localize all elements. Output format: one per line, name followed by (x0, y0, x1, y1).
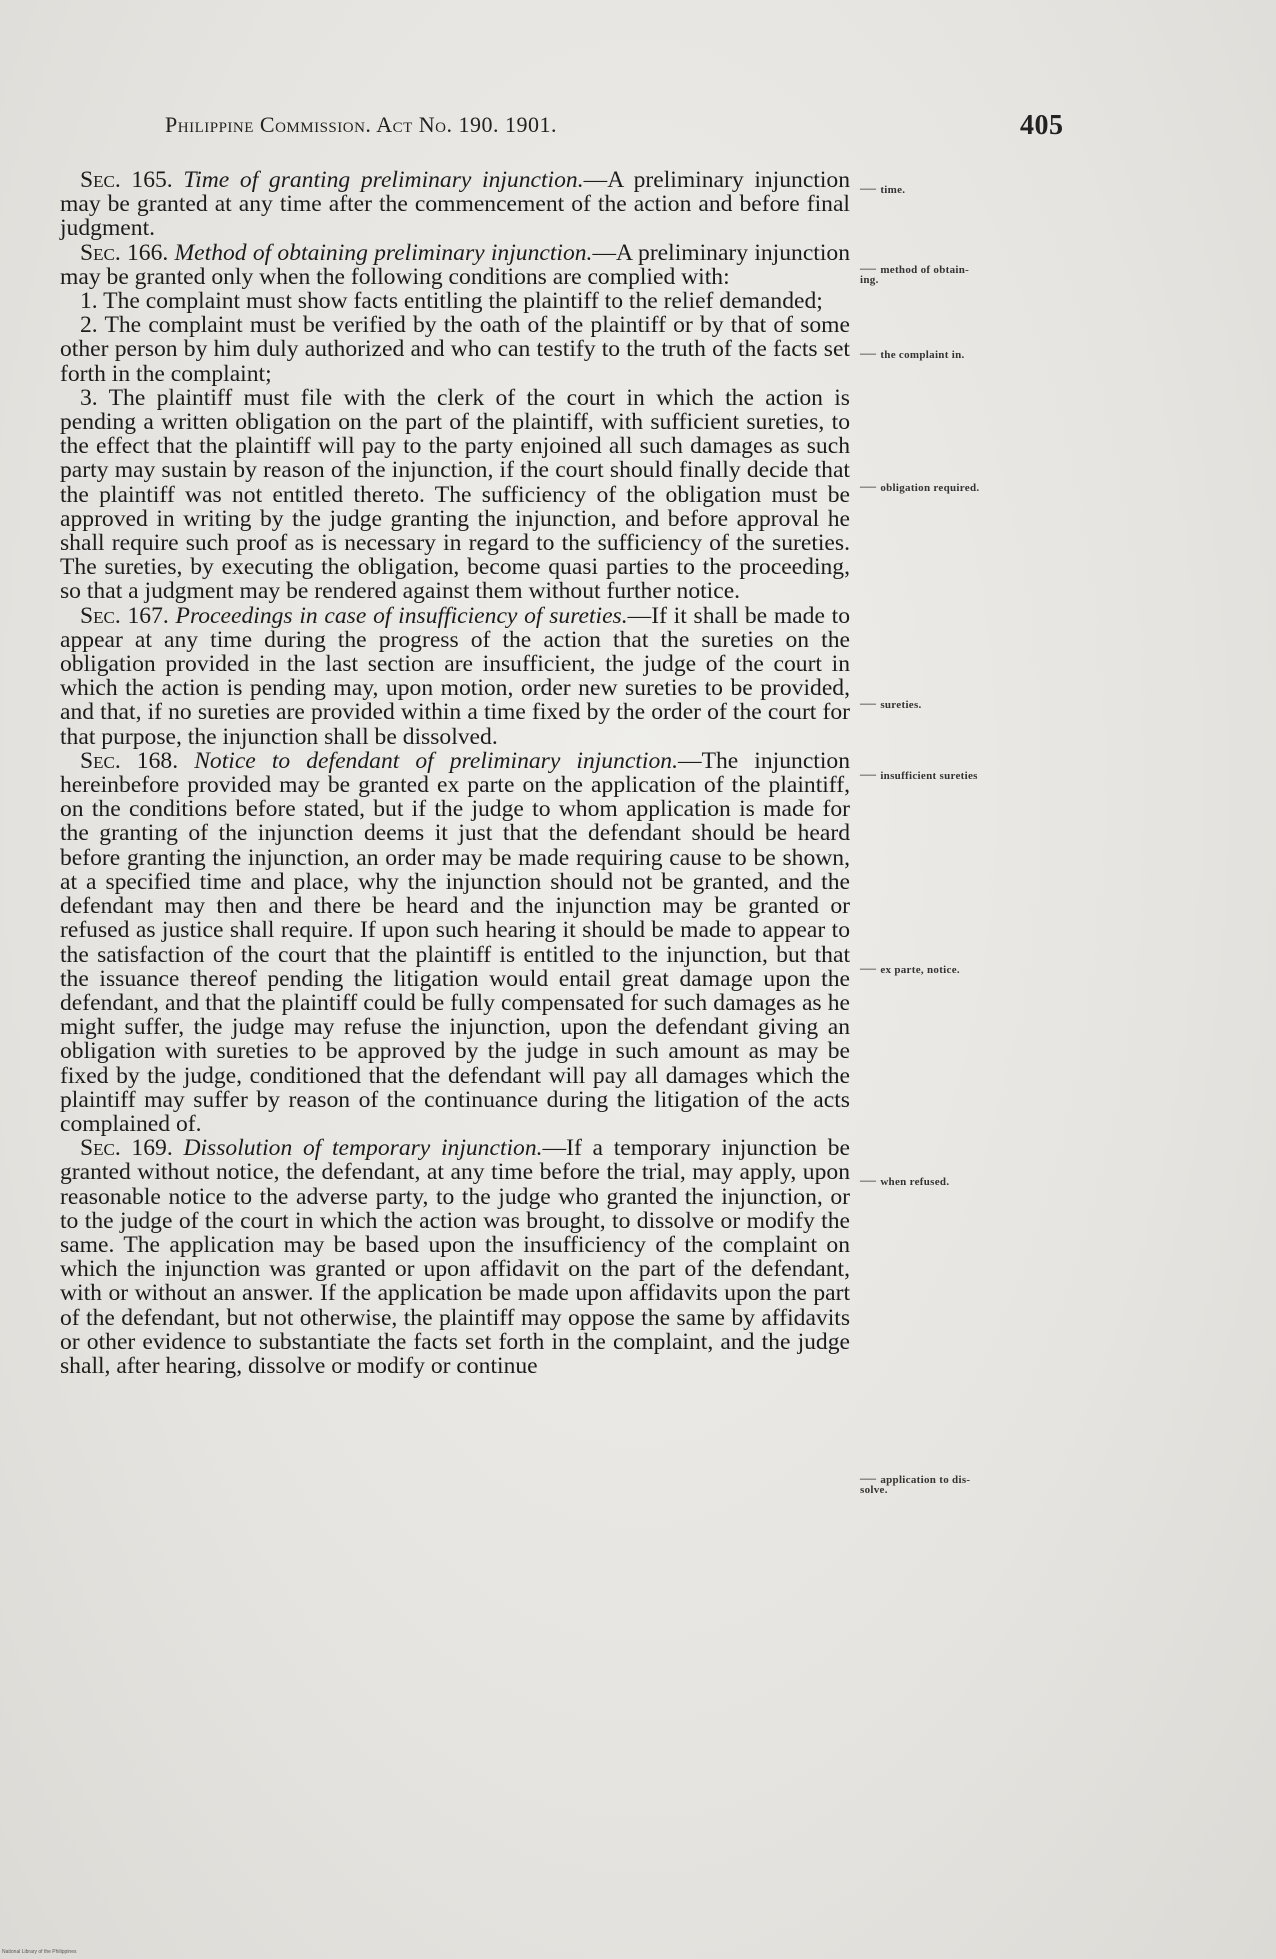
margin-note: — when refused. (860, 1172, 950, 1189)
section-body: —If it shall be made to appear at any time during the progress of the action that the sureties on the obligation provided in the last section are insufficient, the judge of the court in which the action is pending may, upon motion, order new sureties to be provided, and that, if no sureties are provided within a time fixed by the order of the court for that purpose, the injunction shall be dissolved. (60, 602, 851, 750)
margin-note: — time. (860, 180, 906, 197)
body-text (60, 168, 850, 1378)
section-lead: Sec. 169. (80, 1135, 173, 1162)
condition-3 (60, 386, 850, 604)
page-number: 405 (1020, 110, 1064, 141)
section-167 (60, 604, 850, 749)
section-title: Proceedings in case of insufficiency of sureties. (175, 602, 628, 629)
margin-note: — ex parte, notice. (860, 960, 960, 977)
section-body: 3. The plaintiff must file with the clerk of the court in which the action is pending a written obligation on the part of the plaintiff, with sufficient sureties, to the effect that the plaintiff will pay to the party enjoined all such damages as such party may sustain by reason of the injunction, if the court should finally decide that the plaintiff was not entitled thereto. The sufficiency of the obligation must be approved in writing by the judge granting the injunction, and before approval he shall require such proof as is necessary in regard to the sufficiency of the sureties. The sureties, by executing the obligation, become quasi parties to the proceeding, so that a judgment may be rendered against them without further notice. (60, 384, 850, 605)
margin-note: — obligation required. (860, 478, 980, 495)
margin-note: — method of obtain- ing. (860, 260, 970, 286)
section-body: —A preliminary injunction may be granted only when the following conditions are complied with: (60, 239, 850, 290)
section-lead: Sec. 165. (80, 167, 173, 193)
section-lead: Sec. 168. (80, 747, 179, 774)
section-169 (60, 1136, 850, 1378)
section-title: Notice to defendant of preliminary injunction. (194, 747, 678, 774)
section-168 (60, 749, 850, 1136)
section-title: Dissolution of temporary injunction. (183, 1135, 543, 1162)
condition-1 (60, 289, 850, 313)
section-body: 1. The complaint must show facts entitling the plaintiff to the relief demanded; (80, 288, 823, 315)
scan-footer: National Library of the Philippines (2, 1949, 77, 1955)
section-body: —A preliminary injunction may be granted at any time after the commencement of the action and before final judgment. (60, 167, 850, 242)
section-body: 2. The complaint must be verified by the oath of the plaintiff or by that of some other person by him duly authorized and who can testify to the truth of the facts set forth in the complaint; (60, 312, 850, 387)
margin-note: — the complaint in. (860, 345, 965, 362)
section-lead: Sec. 166. (80, 239, 169, 266)
section-lead: Sec. 167. (80, 602, 169, 629)
margin-note: — insufficient sureties (860, 766, 978, 783)
section-165 (60, 168, 850, 241)
section-title: Time of granting preliminary injunction. (183, 167, 584, 193)
section-title: Method of obtaining preliminary injunction. (174, 239, 593, 266)
section-166 (60, 241, 850, 289)
running-title: Philippine Commission. Act No. 190. 1901. (165, 112, 557, 137)
section-body: —The injunction hereinbefore provided may be granted ex parte on the application of the plaintiff, on the conditions before stated, but if the judge to whom application is made for the granting of the injunction deems it just that the defendant should be heard before granting the injunction, an order may be made requiring cause to be shown, at a specified time and place, why the injunction should not be granted, and the defendant may then and there be heard and the injunction may be granted or refused as justice shall require. If upon such hearing it should be made to appear to the satisfaction of the court that the plaintiff is entitled to the injunction, but that the issuance thereof pending the litigation would entail great damage upon the defendant, and that the plaintiff could be fully compensated for such damages as he might suffer, the judge may refuse the injunction, upon the defendant giving an obligation with sureties to be approved by the judge in such amount as may be fixed by the judge, conditioned that the defendant will pay all damages which the plaintiff may suffer by reason of the continuance during the litigation of the acts complained of. (60, 747, 850, 1137)
section-body: —If a temporary injunction be granted without notice, the defendant, at any time before the trial, may apply, upon reasonable notice to the adverse party, to the judge who granted the injunction, or to the judge of the court in which the action was brought, to dissolve or modify the same. The application may be based upon the insufficiency of the complaint on which the injunction was granted or upon affidavit on the part of the defendant, with or without an answer. If the application be made upon affidavits upon the part of the defendant, but not otherwise, the plaintiff may oppose the same by affidavits or other evidence to substantiate the facts set forth in the complaint, and the judge shall, after hearing, dissolve or modify or continue (60, 1135, 850, 1379)
margin-note: — sureties. (860, 695, 922, 712)
condition-2 (60, 313, 850, 386)
margin-note: — application to dis- solve. (860, 1470, 971, 1496)
